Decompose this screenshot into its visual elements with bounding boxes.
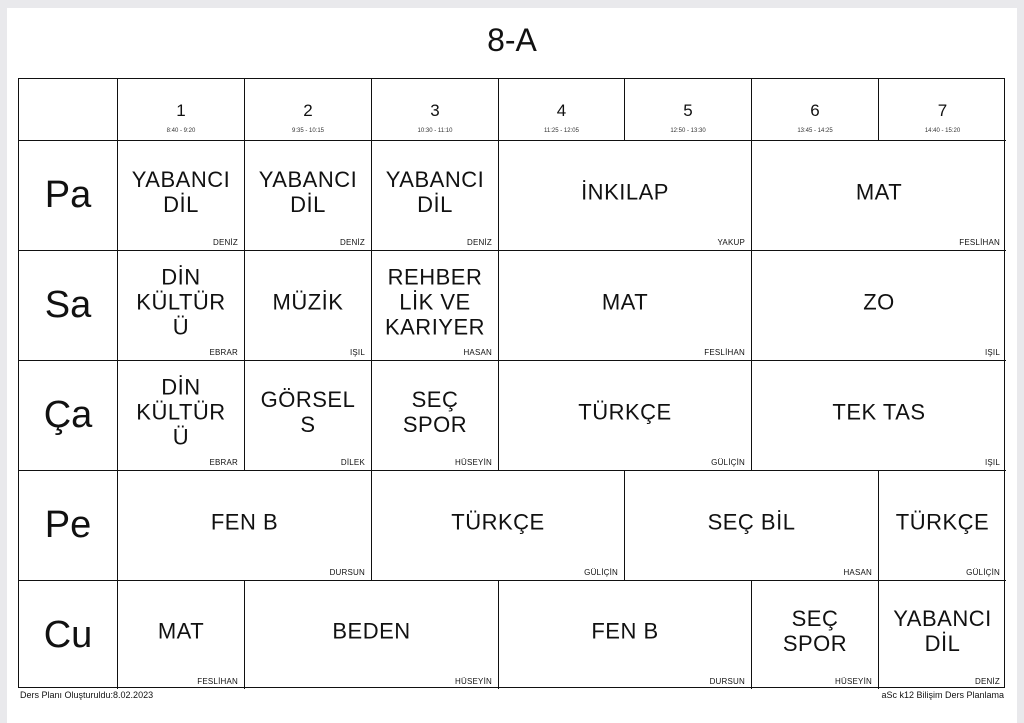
lesson-teacher: FESLİHAN <box>197 677 238 686</box>
period-header <box>752 79 879 141</box>
lesson-subject: REHBER LİK VE KARIYER <box>384 264 486 339</box>
lesson-subject: TÜRKÇE <box>895 509 990 534</box>
period-number: 4 <box>556 101 567 120</box>
lesson-cell[interactable] <box>372 471 625 581</box>
lesson-teacher: DURSUN <box>709 677 745 686</box>
lesson-subject: SEÇ SPOR <box>782 606 848 656</box>
lesson-subject: YABANCI DİL <box>258 166 358 217</box>
lesson-teacher: DENİZ <box>213 238 238 247</box>
lesson-teacher: EBRAR <box>209 348 238 357</box>
lesson-cell[interactable] <box>752 251 1006 361</box>
period-number: 6 <box>810 101 820 120</box>
period-number: 3 <box>430 101 440 120</box>
lesson-cell[interactable] <box>118 141 245 251</box>
period-time: 10:30 - 11:10 <box>417 128 453 134</box>
lesson-teacher: GÜLİÇİN <box>966 568 1000 577</box>
lesson-teacher: HÜSEYİN <box>455 677 492 686</box>
timetable-grid <box>18 78 1005 688</box>
lesson-teacher: DENİZ <box>975 677 1000 686</box>
period-header <box>372 79 499 141</box>
lesson-cell[interactable] <box>245 141 372 251</box>
lesson-subject: TÜRKÇE <box>578 399 672 424</box>
day-label: Pa <box>19 141 118 251</box>
lesson-cell[interactable] <box>372 361 499 471</box>
lesson-subject: DİN KÜLTÜR Ü <box>136 264 226 339</box>
period-number: 2 <box>303 101 313 120</box>
period-header <box>245 79 372 141</box>
period-header <box>118 79 245 141</box>
lesson-teacher: GÜLİÇİN <box>711 458 745 467</box>
lesson-cell[interactable] <box>879 471 1006 581</box>
lesson-teacher: HÜSEYİN <box>835 677 872 686</box>
lesson-teacher: DİLEK <box>340 458 365 467</box>
lesson-cell[interactable] <box>499 361 752 471</box>
lesson-cell[interactable] <box>118 581 245 689</box>
lesson-subject: YABANCI DİL <box>385 166 485 217</box>
lesson-subject: FEN B <box>210 509 279 534</box>
lesson-cell[interactable] <box>752 141 1006 251</box>
lesson-cell[interactable] <box>245 251 372 361</box>
lesson-subject: TEK TAS <box>832 399 926 424</box>
lesson-cell[interactable] <box>118 251 245 361</box>
lesson-subject: TÜRKÇE <box>451 509 545 534</box>
day-label: Pe <box>19 471 118 581</box>
period-header <box>499 79 625 141</box>
lesson-teacher: FESLİHAN <box>959 238 1000 247</box>
period-number: 5 <box>683 101 693 120</box>
lesson-teacher: DENİZ <box>340 238 365 247</box>
lesson-subject: BEDEN <box>332 618 411 644</box>
lesson-teacher: HASAN <box>843 568 872 577</box>
lesson-teacher: IŞIL <box>984 348 1000 357</box>
lesson-teacher: EBRAR <box>209 458 238 467</box>
day-label: Cu <box>19 581 118 689</box>
day-label: Ça <box>19 361 118 471</box>
lesson-cell[interactable] <box>245 361 372 471</box>
corner-cell <box>19 79 118 141</box>
lesson-subject: İNKILAP <box>581 179 669 204</box>
period-time: 8:40 - 9:20 <box>166 128 196 134</box>
lesson-subject: SEÇ BİL <box>707 509 796 534</box>
lesson-cell[interactable] <box>499 581 752 689</box>
period-number: 1 <box>176 101 186 120</box>
lesson-teacher: FESLİHAN <box>704 348 745 357</box>
lesson-cell[interactable] <box>879 581 1006 689</box>
lesson-subject: FEN B <box>591 618 659 644</box>
lesson-subject: MAT <box>157 618 205 644</box>
lesson-cell[interactable] <box>118 361 245 471</box>
lesson-teacher: HASAN <box>463 348 492 357</box>
lesson-teacher: YAKUP <box>717 238 745 247</box>
footer-software-credit: aSc k12 Bilişim Ders Planlama <box>881 690 1004 700</box>
period-time: 11:25 - 12:05 <box>544 128 579 134</box>
lesson-subject: DİN KÜLTÜR Ü <box>136 374 226 449</box>
lesson-cell[interactable] <box>752 581 879 689</box>
lesson-teacher: HÜSEYİN <box>455 458 492 467</box>
page-title: 8-A <box>487 22 537 58</box>
period-time: 14:40 - 15:20 <box>924 128 961 134</box>
lesson-cell[interactable] <box>625 471 879 581</box>
period-time: 12:50 - 13:30 <box>670 128 706 134</box>
lesson-teacher: IŞIL <box>984 458 1000 467</box>
lesson-teacher: GÜLİÇİN <box>584 568 618 577</box>
lesson-teacher: DENİZ <box>467 238 492 247</box>
lesson-cell[interactable] <box>752 361 1006 471</box>
lesson-cell[interactable] <box>499 251 752 361</box>
lesson-teacher: IŞIL <box>349 348 365 357</box>
lesson-cell[interactable] <box>372 251 499 361</box>
lesson-subject: SEÇ SPOR <box>402 386 468 437</box>
period-number: 7 <box>937 101 948 120</box>
lesson-subject: ZO <box>863 289 895 314</box>
day-label: Sa <box>19 251 118 361</box>
lesson-cell[interactable] <box>372 141 499 251</box>
lesson-cell[interactable] <box>499 141 752 251</box>
period-time: 9:35 - 10:15 <box>291 128 325 134</box>
lesson-subject: MAT <box>855 179 903 204</box>
period-header <box>879 79 1006 141</box>
lesson-subject: YABANCI DİL <box>893 606 992 656</box>
period-header <box>625 79 752 141</box>
lesson-teacher: DURSUN <box>329 568 365 577</box>
lesson-subject: MÜZİK <box>272 289 344 314</box>
lesson-cell[interactable] <box>245 581 499 689</box>
footer-created-date: Ders Planı Oluşturuldu:8.02.2023 <box>20 690 154 700</box>
period-time: 13:45 - 14:25 <box>797 128 833 134</box>
lesson-subject: MAT <box>601 289 649 314</box>
lesson-cell[interactable] <box>118 471 372 581</box>
lesson-subject: YABANCI DİL <box>131 166 231 217</box>
lesson-subject: GÖRSEL S <box>260 386 356 437</box>
